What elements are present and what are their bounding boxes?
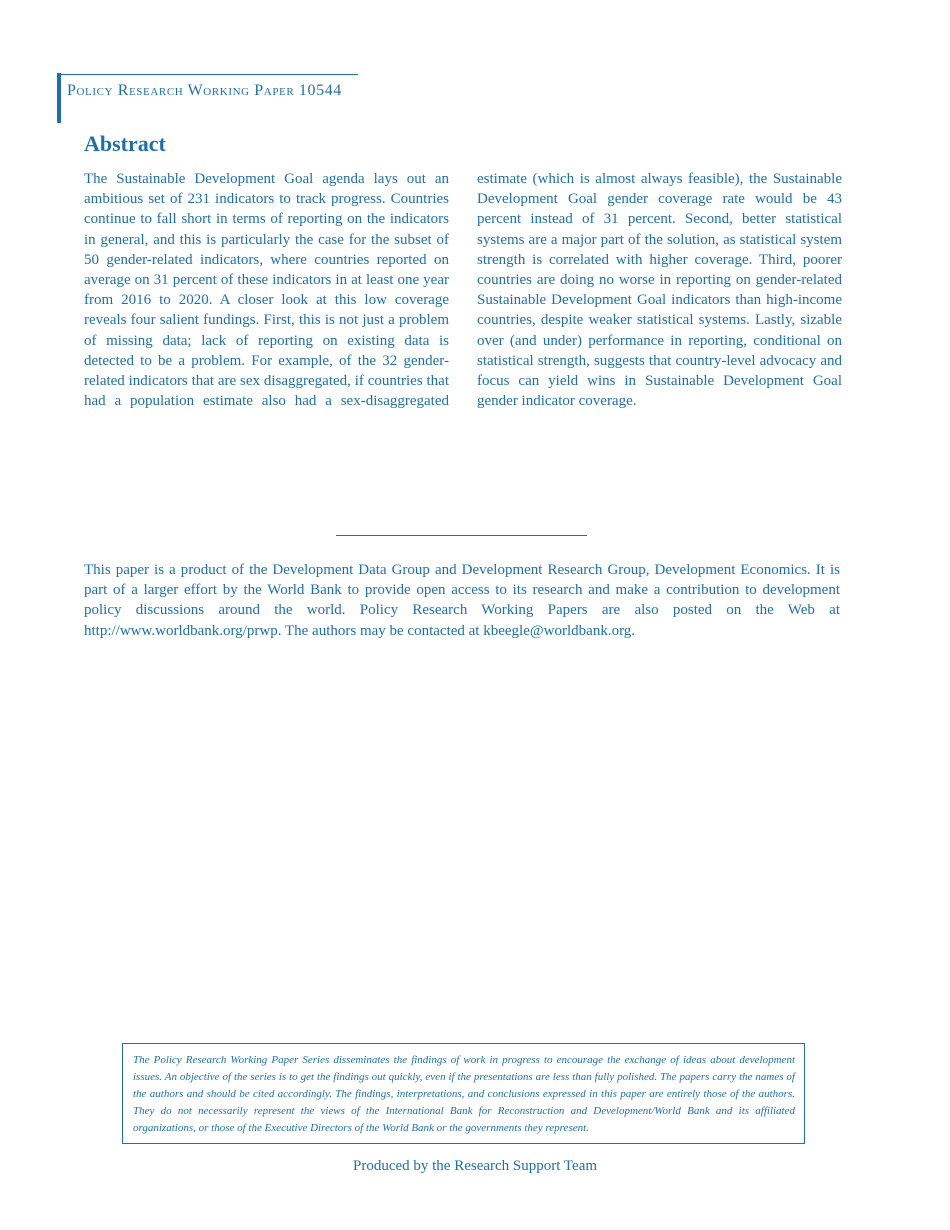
- disclaimer-box: [122, 1043, 805, 1144]
- section-divider: [336, 535, 587, 536]
- abstract-body: The Sustainable Development Goal agenda lays out an ambitious set of 231 indicators to track progress. Countries continue to fall short in terms of reporting on the indicators in general, and this is particularly the case for the subset of 50 gender-related indicators, where countries reported on average on 31 percent of these indicators in at least one year from 2016 to 2020. A closer look at this low coverage reveals four salient fundings. First, this is not just a problem of missing data; lack of reporting on existing data is detected to be a problem. For example, of the 32 gender-related indicators that are sex disaggregated, if countries that had a population estimate also had a sex-disaggregated estimate (which is almost always feasible), the Sustainable Development Goal gender coverage rate would be 43 percent instead of 31 percent. Second, better statistical systems are a major part of the solution, as statistical system strength is correlated with higher coverage. Third, poorer countries are doing no worse in reporting on gender-related Sustainable Development Goal indicators than high-income countries, despite weaker statistical systems. Lastly, sizable over (and under) performance in reporting, conditional on statistical strength, suggests that country-level advocacy and focus can yield wins in Sustainable Development Goal gender indicator coverage.: [84, 171, 842, 410]
- disclaimer-text: The Policy Research Working Paper Series disseminates the findings of work in progress to encourage the exchange of ideas about development issues. An objective of the series is to get the findings out quickly, even if the presentations are less than fully polished. The papers carry the names of the authors and should be cited accordingly. The findings, interpretations, and conclusions expressed in this paper are entirely those of the authors. They do not necessarily represent the views of the International Bank for Reconstruction and Development/World Bank and its affiliated organizations, or those of the Executive Directors of the World Bank or the governments they represent.: [133, 1054, 795, 1134]
- product-note: This paper is a product of the Development Data Group and Development Research Group, Development Economics. It is part of a larger effort by the World Bank to provide open access to its research and make a contribution to development policy discussions around the world. Policy Research Working Papers are also posted on the Web at http://www.worldbank.org/prwp. The authors may be contacted at kbeegle@worldbank.org.: [84, 562, 840, 639]
- produced-by-credit: Produced by the Research Support Team: [352, 1158, 598, 1174]
- series-accent-bar: [57, 73, 61, 123]
- series-top-rule: [61, 74, 358, 75]
- abstract-heading: Abstract: [84, 131, 166, 156]
- series-title: Policy Research Working Paper 10544: [67, 82, 342, 99]
